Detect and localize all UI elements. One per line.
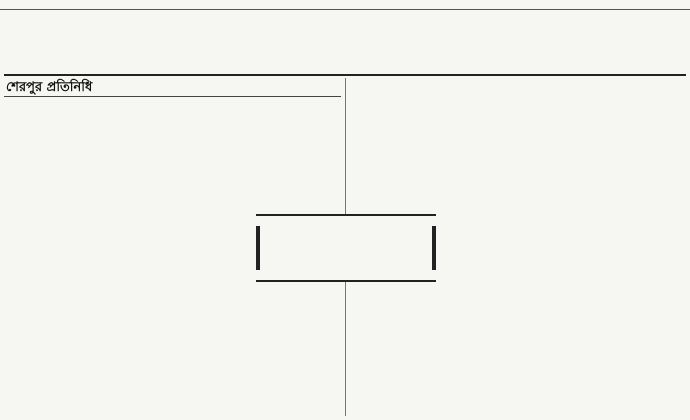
paragraph xyxy=(6,123,336,138)
top-clipped-line xyxy=(0,0,690,10)
headline xyxy=(0,12,690,70)
paragraph xyxy=(352,80,684,95)
paragraph xyxy=(6,169,336,184)
paragraph xyxy=(352,126,684,141)
paragraph xyxy=(352,149,684,164)
paragraph xyxy=(352,103,684,118)
pull-quote-bar-right xyxy=(432,226,436,270)
paragraph xyxy=(6,100,336,115)
pull-quote-bar-left xyxy=(256,226,260,270)
paragraph xyxy=(6,146,336,161)
byline-rule xyxy=(4,96,341,97)
byline: শেরপুর প্রতিনিধি xyxy=(6,80,93,95)
pull-quote xyxy=(256,214,436,282)
headline-rule xyxy=(4,74,686,76)
